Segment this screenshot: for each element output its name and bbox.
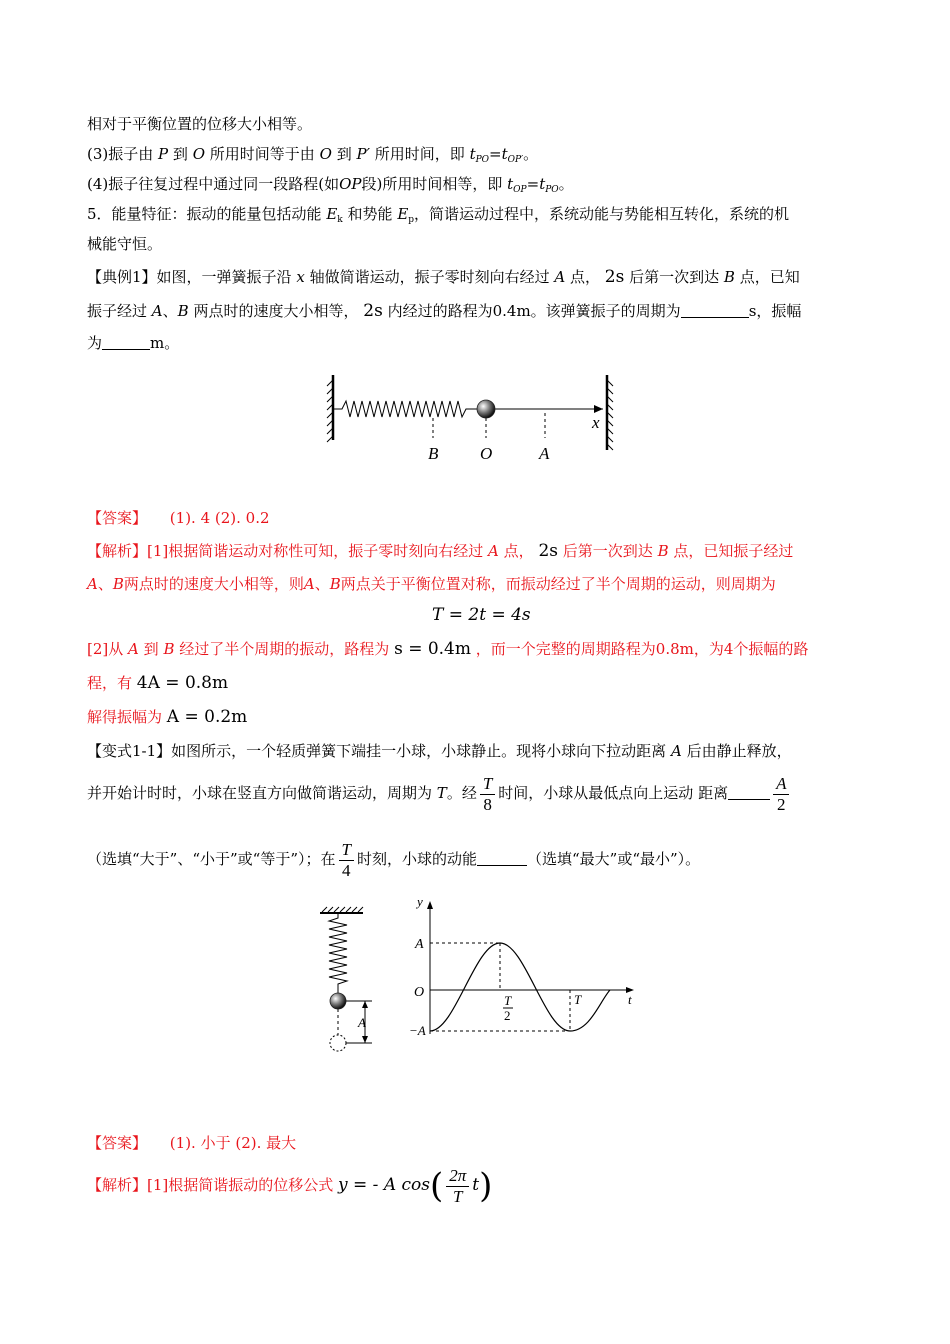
right-wall <box>607 375 613 450</box>
label-B: B <box>428 444 439 463</box>
answer-blank-compare[interactable] <box>728 785 770 800</box>
answer-tag: 【答案】 <box>87 1134 148 1152</box>
text: 、 <box>162 302 178 320</box>
symbol-O: O <box>319 145 332 163</box>
label-T: T <box>574 992 582 1007</box>
text: （选填“大于”、“小于”或“等于”）；在 <box>87 850 336 868</box>
text: 点，已知 <box>739 268 800 286</box>
formula-4A: 4A = 0.8m <box>136 673 229 693</box>
symbol-A: A <box>128 640 139 658</box>
symbol-t: t <box>539 175 546 193</box>
symbol-A: A <box>303 575 315 593</box>
label-negA: −A <box>409 1023 426 1038</box>
text: 后第一次到达 <box>562 542 653 560</box>
text: 【解析】[1]根据简谐振动的位移公式 <box>87 1176 334 1194</box>
answer-blank-kinetic-energy[interactable] <box>477 851 527 866</box>
symbol-B: B <box>657 542 669 560</box>
text: 时刻，小球的动能 <box>356 850 477 868</box>
label-x: x <box>592 413 600 432</box>
subscript: OP <box>513 185 527 195</box>
text: (3)振子由 <box>87 145 154 163</box>
text: 后由静止释放， <box>686 742 792 760</box>
symbol-O: O <box>192 145 206 163</box>
text: 两点关于平衡位置对称，而振动经过了半个周期的运动，则周期为 <box>340 575 776 593</box>
text: 经过了半个周期的振动，路程为 <box>179 640 390 658</box>
subscript: p <box>408 215 415 225</box>
y-axis-arrow <box>427 901 433 909</box>
symbol-P-prime: P′ <box>356 145 370 163</box>
paren-right: ) <box>479 1166 493 1206</box>
text: 【变式1-1】如图所示，一个轻质弹簧下端挂一小球，小球静止。现将小球向下拉动距离 <box>87 742 667 760</box>
subscript: OP′ <box>507 155 524 165</box>
symbol-A: A <box>488 542 499 560</box>
symbol-t: t <box>472 1175 480 1195</box>
math-2s: 2s <box>363 301 383 321</box>
analysis-1-line6 <box>87 706 247 728</box>
symbol-A: A <box>554 268 566 286</box>
symbol-P: P <box>158 145 169 163</box>
text: 【解析】[1]根据简谐运动对称性可知，振子零时刻向右经过 <box>87 542 484 560</box>
fraction-numerator: T <box>339 840 354 861</box>
formula-distance: s = 0.4m <box>394 639 471 659</box>
text: 点，已知振子经过 <box>673 542 794 560</box>
symbol-B: B <box>163 640 175 658</box>
text: 两点时的速度大小相等，则 <box>123 575 304 593</box>
answer-1 <box>87 507 270 529</box>
label-O: O <box>414 985 425 1000</box>
subscript: PO <box>545 185 559 195</box>
item-5 <box>87 203 789 231</box>
variant-1-line2 <box>87 770 792 816</box>
oscillator-ball <box>477 400 495 418</box>
dimension-arrow-down <box>362 1036 368 1043</box>
spring-oscillator-figure <box>320 370 620 470</box>
dimension-label-A: A <box>358 1015 366 1030</box>
symbol-E: E <box>397 205 409 223</box>
symbol-t: t <box>501 145 508 163</box>
text: 、 <box>97 575 113 593</box>
text: 到 <box>336 145 352 163</box>
label-A: A <box>539 444 550 463</box>
text: ，简谐运动过程中，系统动能与势能相互转化，系统的机 <box>414 205 790 223</box>
vertical-spring-figure <box>310 896 650 1061</box>
ceiling-support <box>320 907 363 913</box>
analysis-1-line1 <box>87 540 793 562</box>
text: 并开始计时时，小球在竖直方向做简谐运动，周期为 <box>87 784 433 802</box>
answer-blank-amplitude[interactable] <box>102 335 150 350</box>
analysis-1-line2 <box>87 573 776 595</box>
math-2s: 2s <box>538 541 559 561</box>
displacement-curve <box>430 943 610 1031</box>
analysis-2-line1 <box>87 1162 492 1209</box>
text: 和势能 <box>347 205 393 223</box>
text: 5．能量特征：振动的能量包括动能 <box>87 205 322 223</box>
subscript: k <box>337 215 343 225</box>
fraction-denominator: T <box>453 1186 463 1206</box>
symbol-t: t <box>507 175 514 193</box>
lowest-position-ball <box>330 1035 346 1051</box>
text: （选填“最大”或“最小”）。 <box>527 850 701 868</box>
formula-displacement: y = - A cos <box>338 1175 430 1195</box>
text: 点， <box>503 542 534 560</box>
text: 到 <box>172 145 188 163</box>
label-t: t <box>628 992 632 1007</box>
spring <box>333 401 476 417</box>
answer-tag: 【答案】 <box>87 509 148 527</box>
fraction-T-over-8 <box>480 774 495 815</box>
symbol-T: T <box>436 784 447 802</box>
dimension-arrow-up <box>362 1001 368 1008</box>
label-T-half-num: T <box>504 993 512 1008</box>
example-1-line1 <box>87 266 800 288</box>
label-A: A <box>415 937 424 952</box>
text: 到 <box>143 640 159 658</box>
text: 程，有 <box>87 674 133 692</box>
fraction-numerator: A <box>773 774 789 795</box>
fraction-numerator: T <box>480 774 495 795</box>
symbol-B: B <box>329 575 341 593</box>
left-wall <box>327 375 333 442</box>
fraction-denominator: 4 <box>342 860 351 880</box>
answer-2 <box>87 1132 296 1154</box>
subscript: PO <box>475 155 490 165</box>
symbol-A: A <box>151 302 163 320</box>
symbol-A: A <box>670 742 682 760</box>
fraction-2pi-over-T <box>446 1166 469 1207</box>
item-4 <box>87 173 574 201</box>
text: 解得振幅为 <box>87 708 163 726</box>
symbol-B: B <box>177 302 189 320</box>
answer-text: (1). 4 (2). 0.2 <box>169 509 270 527</box>
x-axis-arrow <box>594 405 603 413</box>
equals: = <box>526 175 540 193</box>
label-y: y <box>417 896 423 909</box>
intro-line: 相对于平衡位置的位移大小相等。 <box>87 115 313 133</box>
text: (4)振子往复过程中通过同一段路程(如 <box>87 175 340 193</box>
answer-text: (1). 小于 (2). 最大 <box>169 1134 297 1152</box>
text: 内经过的路程为0.4m。该弹簧振子的周期为 <box>387 302 681 320</box>
symbol-B: B <box>723 268 735 286</box>
vertical-spring <box>329 913 347 993</box>
text: 时间，小球从最低点向上运动 距离 <box>498 784 729 802</box>
hanging-ball <box>330 993 346 1009</box>
math-2s: 2s <box>604 267 625 287</box>
example-1-line2 <box>87 300 801 322</box>
fraction-numerator: 2π <box>446 1166 469 1187</box>
text: [2]从 <box>87 640 124 658</box>
analysis-1-line5 <box>87 672 228 694</box>
variant-1-line3 <box>87 836 700 882</box>
text: m。 <box>150 334 180 352</box>
symbol-t: t <box>469 145 476 163</box>
fraction-T-over-4 <box>339 840 354 881</box>
text: 段)所用时间相等，即 <box>361 175 503 193</box>
variant-1-line1 <box>87 740 792 762</box>
text: 。 <box>523 145 539 163</box>
text: 。 <box>558 175 574 193</box>
item-5-line2: 械能守恒。 <box>87 235 163 253</box>
equals: = <box>489 145 502 163</box>
fraction-denominator: 8 <box>483 794 492 814</box>
text: 所用时间等于由 <box>209 145 315 163</box>
example-1-line3 <box>87 332 179 354</box>
fraction-denominator: 2 <box>777 794 786 814</box>
text: 后第一次到达 <box>629 268 720 286</box>
text: 点， <box>570 268 601 286</box>
formula-period: T = 2t = 4s <box>432 605 531 625</box>
formula-amplitude: A = 0.2m <box>166 707 248 727</box>
analysis-1-line4 <box>87 638 808 660</box>
text: s，振幅 <box>748 302 802 320</box>
text: ，而一个完整的周期路程为0.8m，为4个振幅的路 <box>475 640 809 658</box>
symbol-x: x <box>296 268 305 286</box>
text: 。经 <box>446 784 477 802</box>
text: 【典例1】如图，一弹簧振子沿 <box>87 268 292 286</box>
text: 、 <box>314 575 330 593</box>
symbol-B: B <box>112 575 124 593</box>
item-3 <box>87 143 538 171</box>
text: 所用时间，即 <box>374 145 465 163</box>
text: 振子经过 <box>87 302 148 320</box>
label-T-half-den: 2 <box>504 1008 511 1023</box>
paren-left: ( <box>430 1166 444 1206</box>
answer-blank-period[interactable] <box>681 303 749 318</box>
symbol-A: A <box>87 575 98 593</box>
text: 两点时的速度大小相等， <box>193 302 359 320</box>
text: 轴做简谐运动，振子零时刻向右经过 <box>309 268 550 286</box>
symbol-E: E <box>326 205 338 223</box>
label-O: O <box>480 444 493 463</box>
symbol-OP: OP <box>339 175 362 193</box>
text: 为 <box>87 334 103 352</box>
fraction-A-over-2 <box>773 774 789 815</box>
